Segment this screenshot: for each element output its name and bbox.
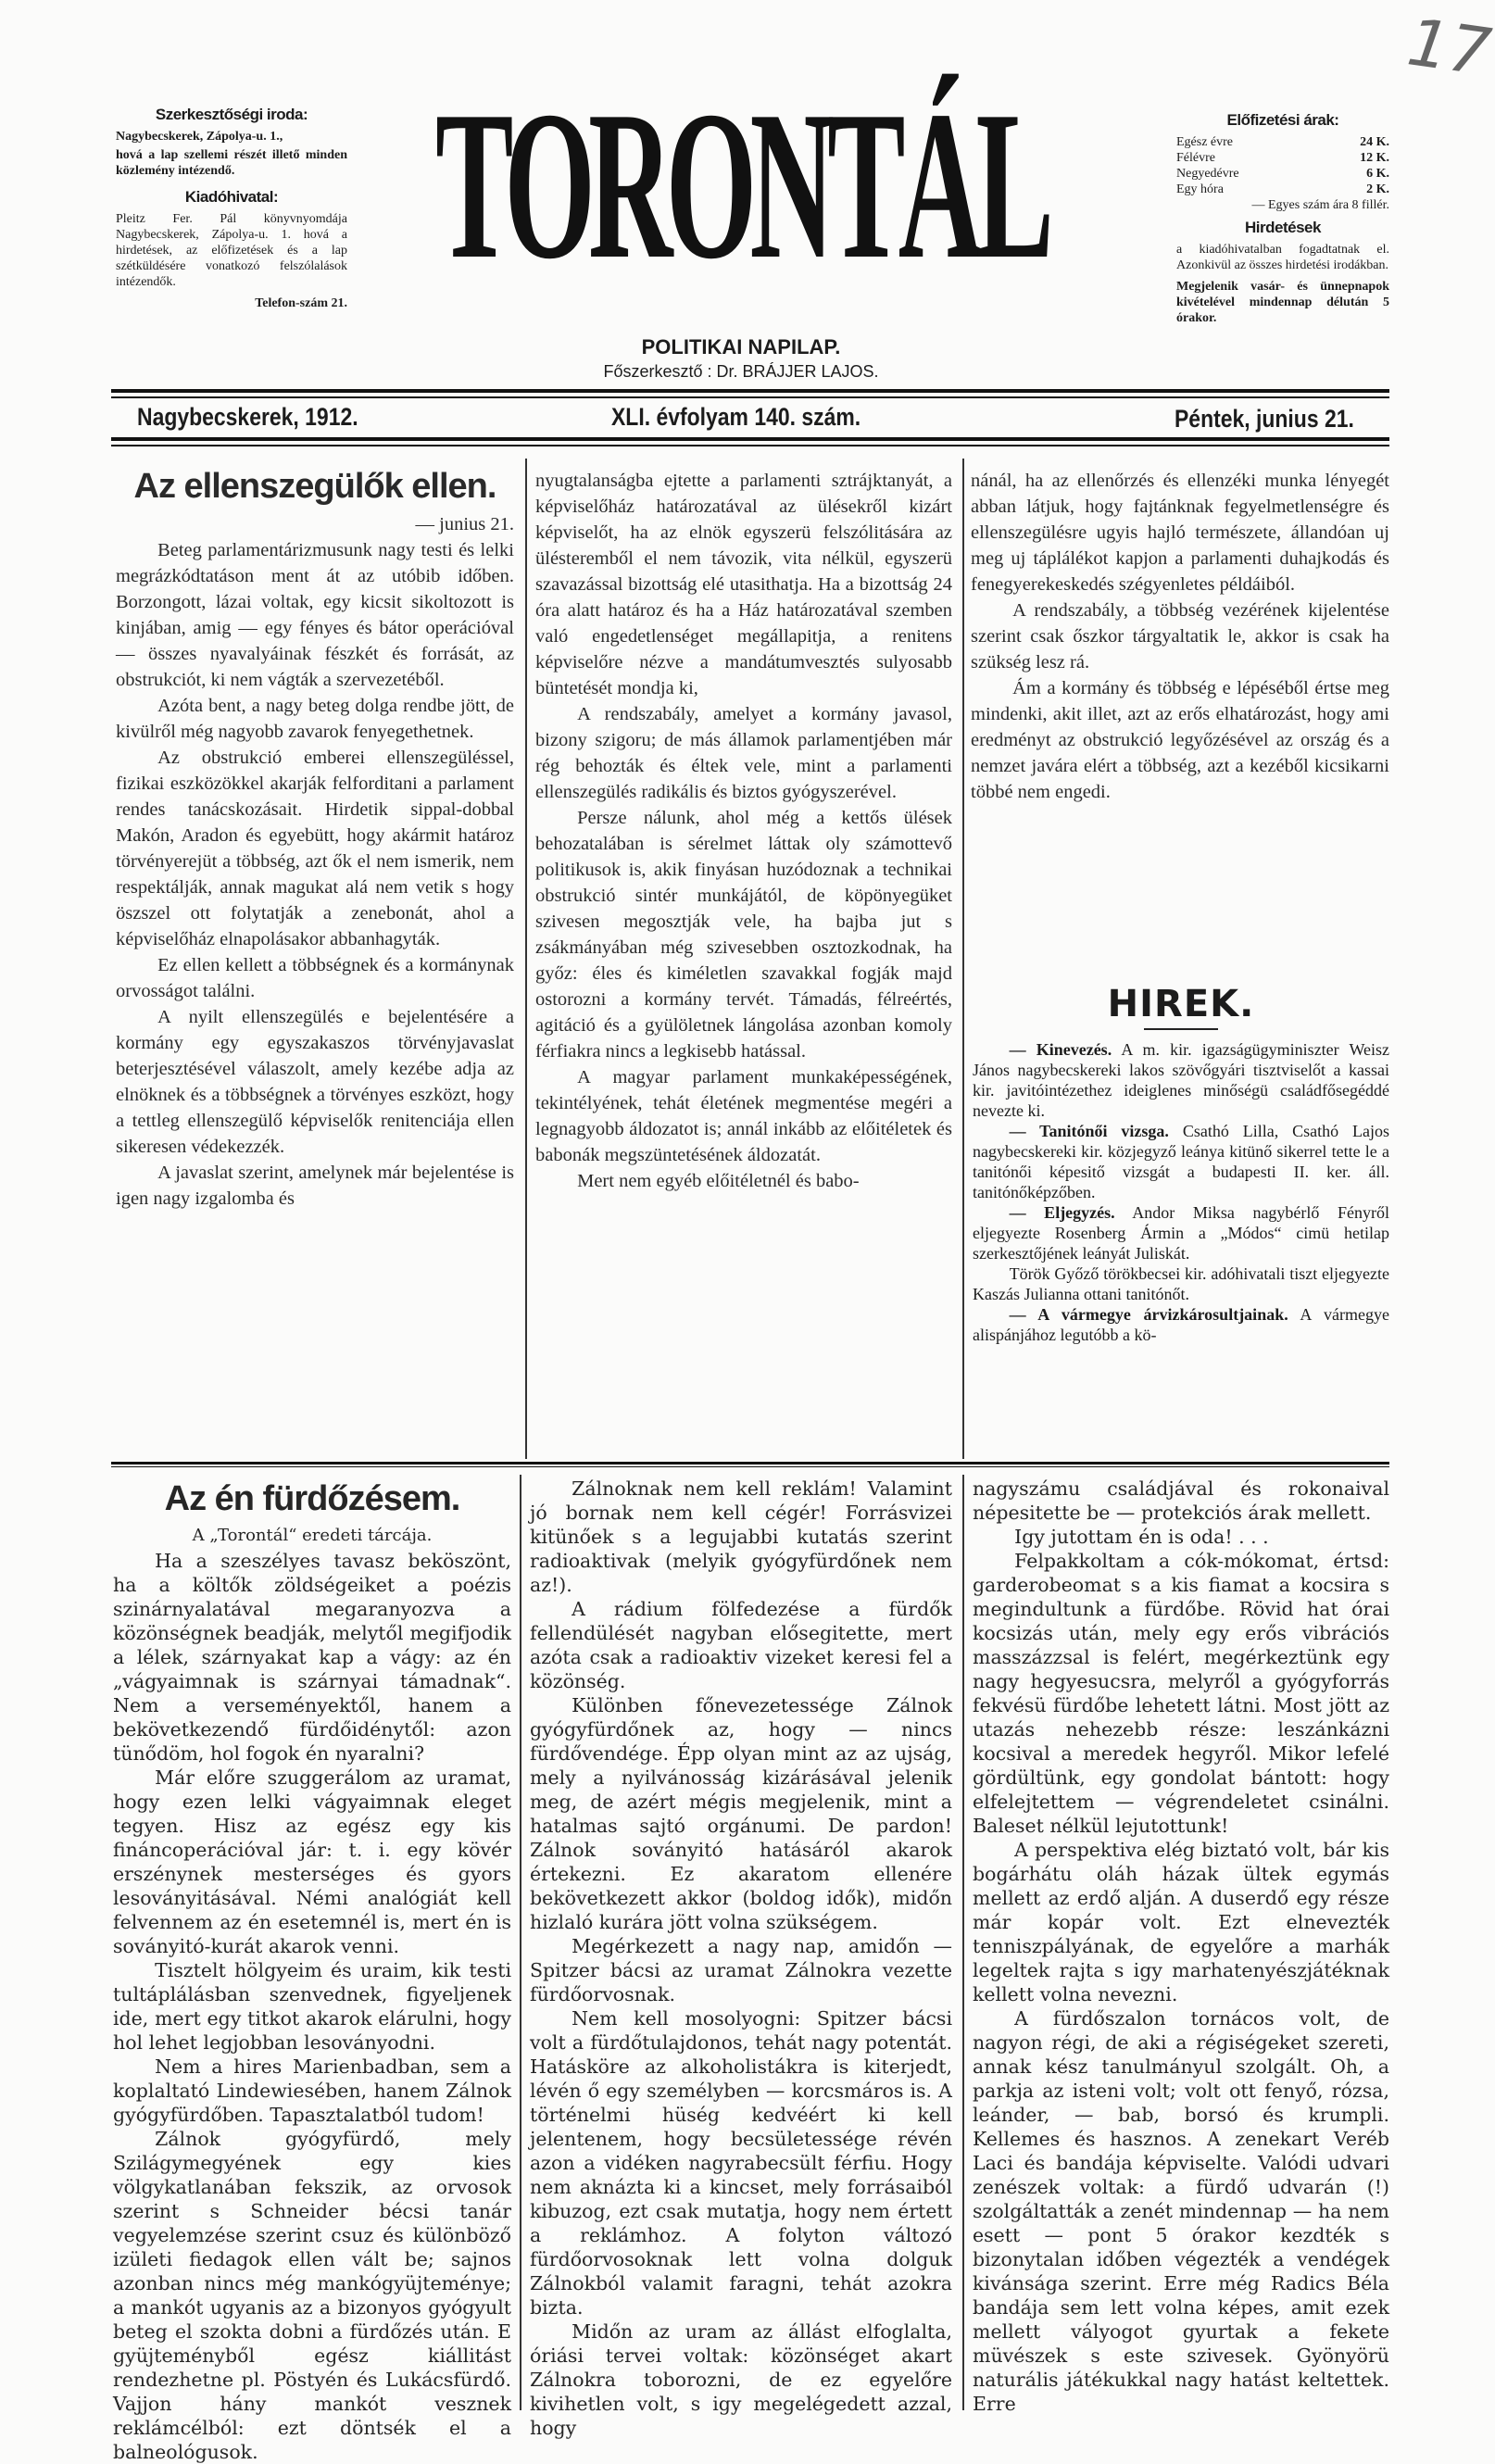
article-headline: Az ellenszegülők ellen.: [133, 467, 496, 506]
paragraph: A rádium fölfedezése a fürdők fellendülését nagyban elősegitette, mert azóta csak a radioaktiv vizeket keresi fel a közönség.: [530, 1598, 952, 1692]
news-item: [973, 1202, 1389, 1263]
paragraph: Igy jutottam én is oda! . . .: [1014, 1526, 1269, 1548]
paragraph: nagyszámu családjával és rokonaival népesitette be — protekciós árak mellett.: [973, 1477, 1389, 1524]
news-item: [973, 1304, 1389, 1345]
editorial-office-note: hová a lap szellemi részét illető minden közlemény intézendő.: [116, 148, 347, 178]
publisher-text: Pleitz Fer. Pál könyvnyomdája Nagybecskerek, Zápolya-u. 1. hová a hirdetések, az előfizetések és a lap szétküldésére vonatkozó felszólalások intézendők.: [116, 212, 347, 289]
paragraph: A perspektiva elég biztató volt, bár kis bogárhátu oláh házak ültek egymás mellett az erdő alján. A duserdő egy része már kopár volt. Ezt elnevezték tenniszpályának, de egyelőre a marhák legeltek rajta s igy marhatenyészjátéknak kellett volna nevezni.: [973, 1839, 1389, 2005]
paragraph: Zálnoknak nem kell reklám! Valamint jó bornak nem kell cégér! Forrásvizei kitünőek s a legujabbi kutatás szerint radioaktivak (melyik gyógyfürdőnek nem az!).: [530, 1477, 952, 1596]
paragraph: Már előre szuggerálom az uramat, hogy ezen lelki vágyaimnak eleget tegyen. Hisz az egész egy kis fináncoperációval jár: t. i. egy kövér erszénynek mesterséges és gyors lesoványitásával. Némi analógiát kell felvennem az én esetemnél is, mert én is soványitó-kurát akarok venni.: [113, 1766, 511, 1957]
article-furdozesem-col2: [530, 1477, 952, 2439]
news-item: [973, 1263, 1389, 1304]
editorial-office-heading: Szerkesztőségi iroda:: [155, 106, 308, 123]
dateline-rule: [111, 437, 1389, 446]
news-item-text: Andor Miksa nagybérlő Fényről eljegyezte Rosenberg Ármin a „Módos“ cimü hetilap szerkesztőjének leányát Juliskát.: [973, 1203, 1390, 1263]
article-furdozesem-col3: [973, 1477, 1389, 2415]
column-divider: [962, 459, 964, 1459]
paragraph: nyugtalanságba ejtette a parlamenti sztrájktanyát, a képviselőház határozatával az ülésekről kizárt képviselőt, ha az elnök egyszerü felszólitására az ülésteremből el nem távozik, vita nélkül, egyszerü szavazással bizottság elé utasithatja. Ha a bizottság 24 óra alatt határoz és ha a Ház határozatával szemben való engedetlenséget megállapitja, a renitens képviselőre nézve a mandátumvesztés sulyosabb büntetését mondja ki,: [535, 471, 952, 698]
paragraph: Nem a hires Marienbadban, sem a koplaltató Lindewiesében, hanem Zálnok gyógyfürdőben. Tapasztalatból tudom!: [113, 2055, 511, 2126]
masthead-editorial-office: [116, 104, 347, 314]
phone-number: Telefon-szám 21.: [255, 296, 347, 310]
news-item-text: A m. kir. igazságügyminiszter Weisz János nagybecskereki lakos szövőgyári tisztviselőt a kassai kir. javitóintézethez ideiglenes minőségü családfősegéddé nevezte ki.: [973, 1040, 1389, 1120]
paragraph: Ha a szeszélyes tavasz beköszönt, ha a költők zöldségeiket a poézis szinárnyalatával megaranyozva a közönségnek beadják, melytől megifjodik a lélek, szárnyakat kap a vágy: az én „vágyaimnak is szárnyai támadnak“. Nem a verseményektől, hanem a bekövetkezendő fürdőidénytől: azon tünődöm, hol fogok én nyaralni?: [113, 1550, 511, 1765]
article-ellenszegulok-col2: [535, 468, 952, 1194]
paragraph: Azóta bent, a nagy beteg dolga rendbe jött, de kivülről még nagyobb zavarok fenyegethetnek.: [116, 696, 514, 742]
paragraph: Persze nálunk, ahol még a kettős ülések behozatalában is sérelmet láttak oly számottevő politikusok is, akik finyásan huzódoznak a technikai obstrukció sintér munkájától, de köpönyegüket szivesen megosztják vele, ha bajba jut s zsákmányában még szivesebben osztozkodnak, ha győz: éles és kiméletlen szavakkal fogják majd ostorozni a kormány tervét. Támadás, félreértés, agitáció és a gyülöletnek lángolása azonban komoly férfiakra nincs a legkisebb hatással.: [535, 808, 952, 1062]
price-label: Egy hóra: [1176, 182, 1224, 196]
dateline-volume: XLI. évfolyam 140. szám.: [611, 403, 861, 431]
masthead-subscription: [1176, 109, 1389, 329]
article-ellenszegulok-col1: [116, 461, 514, 1212]
column-divider: [962, 1475, 964, 2410]
paragraph: Ám a kormány és többség e lépéséből értse meg mindenki, akit illet, azt az erős elhatározást, hogy ami eredményt az obstrukció legyőzésével az ország és a nemzet javára elért a többség, azt a kezéből kicsikarni többé nem engedi.: [971, 678, 1389, 802]
publisher-heading: Kiadóhivatal:: [184, 188, 279, 206]
news-item-text: Csathó Lilla, Csathó Lajos nagybecskereki kir. közjegyző leánya kitünő sikerrel tette le a tanitónői képesitő vizsgát a budapesti II. ker. áll. tanitónőképzőben.: [973, 1122, 1390, 1201]
article-headline: Az én fürdőzésem.: [164, 1479, 460, 1518]
price-row: [1176, 182, 1389, 197]
column-divider: [520, 1475, 521, 2410]
paragraph: Felpakkoltam a cók-mókomat, értsd: garderobeomat s a kis fiamat a kocsira s megindultunk a fürdőbe. Rövid hat órai kocsizás után, mely egy erős vibrációs masszázzsal is felért, megérkeztünk egy nagy hegyesucsra, melyről a gyógyforrás fekvésü fürdőbe lehetett látni. Most jött az utazás nehezebb része: leszánkázni kocsival a meredek hegyről. Mikor lefelé gördültünk, egy gondolat bántott: hogy elfelejtettem — végrendeletet csinálni. Baleset nélkül lejutottunk!: [973, 1550, 1389, 1837]
price-value: 2 K.: [1366, 182, 1389, 196]
ads-heading: Hirdetések: [1245, 219, 1321, 236]
newspaper-subtitle: POLITIKAI NAPILAP.: [641, 335, 841, 358]
single-copy-price: — Egyes szám ára 8 fillér.: [1251, 198, 1389, 212]
column-divider: [525, 459, 527, 1459]
news-item-title: — Tanitónői vizsga.: [1009, 1122, 1169, 1140]
paragraph: Beteg parlamentárizmusunk nagy testi és lelki megrázkódtatáson ment át az utóbib időben. Borzongott, lázai voltak, egy kicsit sikoltozott is kinjában, amig — egy fényes és bátor operációval — összes nyavalyáinak fészkét és forrását, az obstrukciót, ki nem vágták a szervezetéből.: [116, 540, 514, 690]
price-label: Félévre: [1176, 151, 1215, 165]
news-heading: HIREK.: [1107, 983, 1255, 1025]
dateline-date: Péntek, junius 21.: [1175, 405, 1354, 433]
article-dateline: — junius 21.: [415, 514, 514, 534]
news-item: [973, 1121, 1389, 1202]
article-furdozesem-col1: [113, 1475, 511, 2463]
paragraph: Az obstrukció emberei ellenszegüléssel, fizikai eszközökkel akarják felforditani a parlament rendes tanácskozásait. Hirdetik sippal-dobbal Makón, Aradon és egyebütt, hogy akármit határoz törvényerejüt a többség, azt ők el nem ismerik, nem respektálják, annak magukat alá nem vetik s hogy öszszel ott folytatják a zenebonát, ahol a képviselőház elnapolásakor abbanhagyták.: [116, 748, 514, 949]
paragraph: Nem kell mosolyogni: Spitzer bácsi volt a fürdőtulajdonos, tehát nagy potentát. Hatásköre az alkoholistákra is kiterjedt, lévén ő egy személyben — korcsmáros is. A történelmi hüség kedvéért ki kell jelentenem, hogy becsületessége révén azon a vidéken nagyrabecsült férfiu. Hogy nem aknázta ki a kincset, mely forrásaiból kibuzog, ezt csak mutatja, hogy nem értett a reklámhoz. A folyton változó fürdőorvosoknak lett volna dolguk Zálnokból valamit faragni, tehát azokra bizta.: [530, 2007, 952, 2319]
article-ellenszegulok-col3: [971, 468, 1389, 805]
news-item: [973, 1039, 1389, 1121]
price-value: 12 K.: [1360, 151, 1389, 165]
price-row: [1176, 150, 1389, 166]
paragraph: A fürdőszalon tornácos volt, de nagyon régi, de aki a régiségeket szereti, annak kész tanulmányul szolgált. Oh, a parkja az isteni volt; volt ott fenyő, rózsa, leánder, — bab, borsó és krumpli. Kellemes és hasznos. A zenekart Veréb Laci és bandája képviselte. Valódi udvari zenészek voltak: a fürdő udvarán (!) szolgáltatták a zenét mindennap — ha nem esett — pont 5 órakor kezdték s bizonytalan időben végezték a vendégek kivánsága szerint. Erre még Radics Béla bandája sem lett volna képes, amit ezek mellett vályogot gyurtak a fekete müvészek s este szivesek. Gyönyörü naturális játékukkal nagy hatást keltettek. Erre: [973, 2007, 1389, 2415]
paragraph: Tisztelt hölgyeim és uraim, kik testi tultáplálásban szenvednek, figyeljenek ide, mert egy titkot akarok elárulni, hogy hol lehet legjobban lesoványodni.: [113, 1959, 511, 2054]
price-value: 6 K.: [1366, 167, 1389, 181]
news-item-title: — Kinevezés.: [1009, 1040, 1112, 1059]
paragraph: A rendszabály, amelyet a kormány javasol, bizony szigoru; de más államok parlamentjében már rég behozták és éltek vele, mint a parlamenti ellenszegülés radikális és biztos gyógyszerével.: [535, 704, 952, 802]
news-item-text: A vármegye alispánjához legutóbb a kö-: [973, 1305, 1390, 1344]
price-label: Egész évre: [1176, 135, 1234, 149]
news-item-title: — Eljegyzés.: [1009, 1203, 1115, 1222]
subscription-heading: Előfizetési árak:: [1226, 111, 1339, 129]
ads-text: a kiadóhivatalban fogadtatnak el. Azonkivül az összes hirdetési irodákban.: [1176, 243, 1389, 272]
paragraph: Ez ellen kellett a többségnek és a kormánynak orvosságot találni.: [116, 955, 514, 1001]
news-section: [973, 982, 1389, 1345]
paragraph: Megérkezett a nagy nap, amidőn — Spitzer bácsi az uramat Zálnokra vezette fürdőorvosnak.: [530, 1935, 952, 2005]
paragraph: A magyar parlament munkaképességének, tekintélyének, tehát életének megmentése megéri a legnagyobb áldozatot is; annál inkább az előitéletek és babonák megszüntetésének áldozatát.: [535, 1067, 952, 1165]
dateline-place-year: Nagybecskerek, 1912.: [137, 403, 358, 431]
paragraph: Midőn az uram az állást elfoglalta, óriási tervei voltak: közönséget akart Zálnokra toborozni, de ez egyelőre kivihetlen volt, s igy megelégedett azzal, hogy: [530, 2320, 952, 2439]
price-row: [1176, 166, 1389, 182]
newspaper-title-area: [371, 65, 1112, 324]
paragraph: A javaslat szerint, amelynek már bejelentése is igen nagy izgalomba és: [116, 1163, 514, 1209]
paragraph: Mert nem egyéb előitéletnél és babo-: [577, 1171, 860, 1191]
article-subtitle: A „Torontál“ eredeti tárcája.: [192, 1526, 433, 1545]
editor-in-chief: Főszerkesztő : Dr. BRÁJJER LAJOS.: [603, 362, 879, 381]
news-item-title: — A vármegye árvizkárosultjainak.: [1009, 1305, 1288, 1324]
section-rule: [111, 1462, 1389, 1467]
price-row: [1176, 134, 1389, 150]
paragraph: Zálnok gyógyfürdő, mely Szilágymegyének egy kies völgykatlanában fekszik, az orvosok szerint s Schneider bécsi tanár vegyelemzése szerint csuz és különböző izületi fiedagok ellen vált be; sajnos azonban nincs még mankógyüjteménye; a mankót ugyanis az a bizonyos gyógyult beteg el szokta dobni a fürdőzés után. E gyüjteményből egész kiállitást rendezhetne pl. Pöstyén és Lukácsfürdő. Vajjon hány mankót vesznek reklámcélból: ezt döntsék el a balneológusok.: [113, 2128, 511, 2463]
paragraph: Különben főnevezetessége Zálnok gyógyfürdőnek az, hogy — nincs fürdővendége. Épp olyan mint az az ujság, mely a nyilvánosság kizárásával jelenik meg, de azért mégis megjelenik, mint a hatalmas sajtó orgánumi. De pardon! Zálnok soványitó hatásáról akarok értekezni. Ez akaratom ellenére bekövetkezett akkor (boldog idők), midőn hizlaló kurára jött volna szükségem.: [530, 1694, 952, 1933]
price-value: 24 K.: [1360, 135, 1389, 149]
news-heading-ornament: [1144, 1028, 1218, 1030]
masthead-rule: [111, 389, 1389, 398]
paragraph: A rendszabály, a többség vezérének kijelentése szerint csak őszkor tárgyaltatik le, akkor is csak ha szükség lesz rá.: [971, 600, 1389, 673]
newspaper-title: TORONTÁL: [434, 67, 1048, 303]
news-item-text: Török Győző törökbecsei kir. adóhivatali tiszt eljegyezte Kaszás Julianna ottani tanitónőt.: [973, 1264, 1389, 1303]
page-number-mark: 17: [1402, 4, 1495, 91]
paragraph: A nyilt ellenszegülés e bejelentésére a kormány egy egyszakaszos törvényjavaslat beterjesztésével válaszolt, amely kezébe adja az elnöknek és a többségnek a törvényes eszközt, hogy a tettleg ellenszegülő képviselők renitenciája ellen sikeresen védekezzék.: [116, 1007, 514, 1157]
price-label: Negyedévre: [1176, 167, 1239, 181]
publication-schedule: Megjelenik vasár- és ünnepnapok kivételével mindennap délután 5 órakor.: [1176, 280, 1389, 325]
editorial-office-address: Nagybecskerek, Zápolya-u. 1.,: [116, 130, 283, 144]
paragraph: nánál, ha az ellenőrzés és ellenzéki munka lényegét abban látjuk, hogy fajtánknak fegyelmetlenségre és ellenszegülésre ugyis hajló természete, állandóan uj meg uj táplálékot kapjon a parlamenti duhajkodás és fenegyerekeskedés szégyenletes példáiból.: [971, 471, 1389, 595]
